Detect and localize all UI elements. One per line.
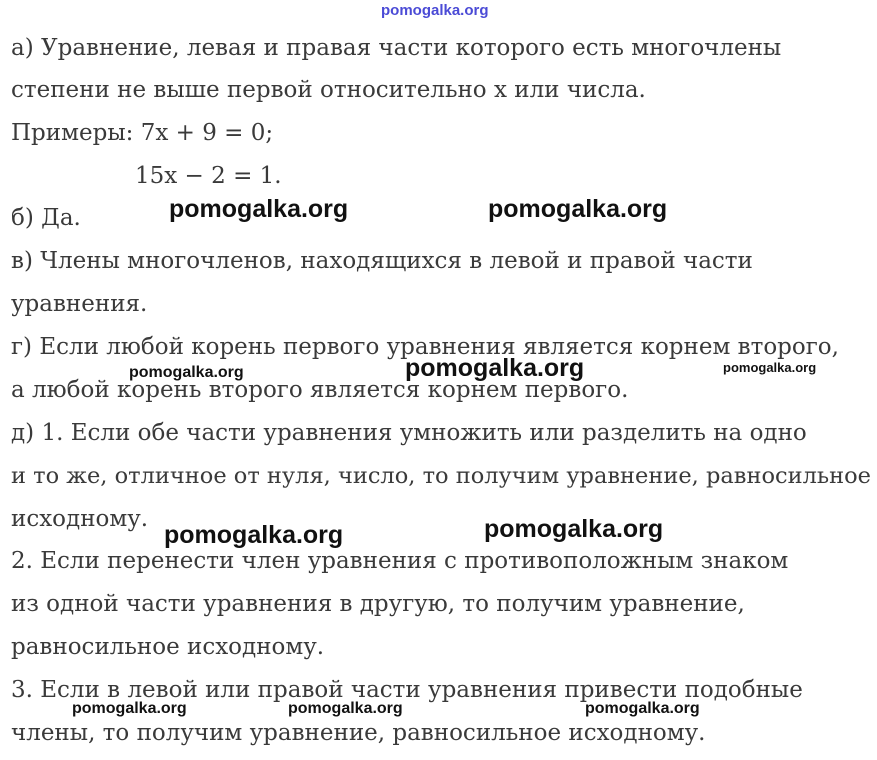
text-line-a2: степени не выше первой относительно x или числа. — [11, 77, 646, 103]
text-line-d5: из одной части уравнения в другую, то получим уравнение, — [11, 591, 745, 617]
watermark: pomogalka.org — [72, 700, 187, 717]
example-equation-2: 15x − 2 = 1. — [135, 163, 282, 189]
text-line-v2: уравнения. — [11, 291, 148, 317]
text-line-d4: 2. Если перенести член уравнения с противоположным знаком — [11, 548, 789, 574]
top-watermark: pomogalka.org — [381, 2, 489, 19]
example-equation-1: Примеры: 7x + 9 = 0; — [11, 120, 274, 146]
text-line-a1: а) Уравнение, левая и правая части которого есть многочлены — [11, 35, 782, 61]
text-line-b: б) Да. — [11, 205, 81, 231]
text-line-g1: г) Если любой корень первого уравнения является корнем второго, — [11, 334, 839, 360]
text-line-d2: и то же, отличное от нуля, число, то получим уравнение, равносильное — [11, 463, 871, 489]
watermark: pomogalka.org — [405, 354, 585, 382]
text-line-v1: в) Члены многочленов, находящихся в левой и правой части — [11, 248, 753, 274]
watermark: pomogalka.org — [169, 195, 349, 223]
text-line-d6: равносильное исходному. — [11, 634, 325, 660]
watermark: pomogalka.org — [723, 360, 817, 375]
watermark: pomogalka.org — [288, 700, 403, 717]
text-line-d7: 3. Если в левой или правой части уравнения привести подобные — [11, 677, 803, 703]
watermark: pomogalka.org — [585, 700, 700, 717]
watermark: pomogalka.org — [484, 515, 664, 543]
watermark: pomogalka.org — [129, 364, 244, 381]
watermark: pomogalka.org — [164, 521, 344, 549]
text-line-d1: д) 1. Если обе части уравнения умножить или разделить на одно — [11, 420, 807, 446]
watermark: pomogalka.org — [488, 195, 668, 223]
text-line-d8: члены, то получим уравнение, равносильное исходному. — [11, 720, 706, 746]
text-line-g2: а любой корень второго является корнем первого. — [11, 377, 629, 403]
text-line-d3: исходному. — [11, 506, 149, 532]
